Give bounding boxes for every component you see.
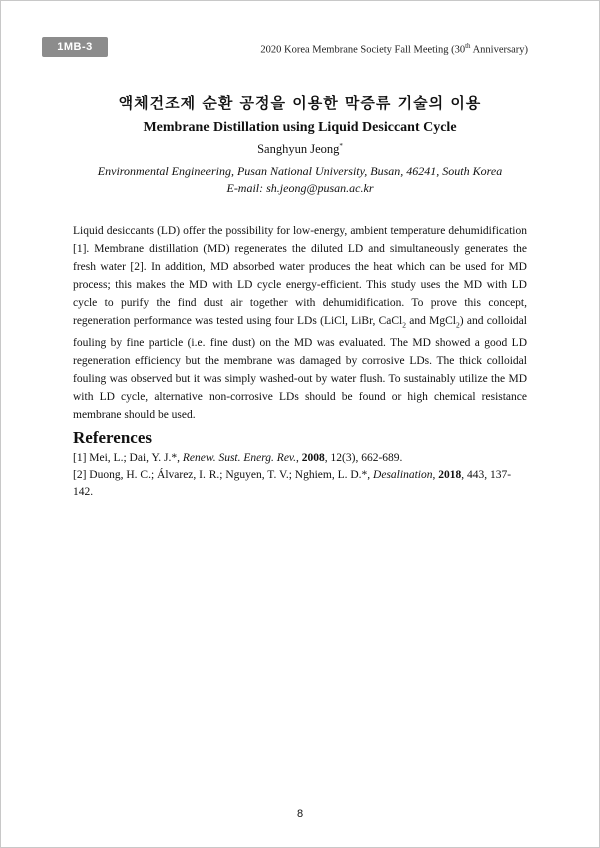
reference-authors: [2] Duong, H. C.; Álvarez, I. R.; Nguyen, T. V.; Nghiem, L. D.*, — [73, 469, 374, 481]
affiliation-block — [0, 163, 600, 197]
author-name: Sanghyun Jeong — [257, 142, 340, 157]
author-line — [0, 142, 600, 157]
reference-item — [73, 467, 527, 501]
reference-year: 2008 — [301, 452, 325, 464]
reference-journal: Renew. Sust. Energ. Rev. — [182, 452, 297, 464]
reference-item — [73, 450, 527, 467]
session-badge: 1MB-3 — [42, 37, 108, 57]
corresponding-mark: * — [339, 142, 343, 150]
abstract-subscript-2: 2 — [456, 320, 460, 330]
abstract-part-2: and MgCl — [405, 315, 456, 327]
english-title: Membrane Distillation using Liquid Desiccant Cycle — [143, 120, 457, 135]
meeting-suffix: Anniversary) — [470, 44, 528, 56]
affiliation-email: E-mail: sh.jeong@pusan.ac.kr — [226, 181, 374, 195]
reference-rest: , 443, 137-142. — [73, 469, 512, 498]
references-heading: References — [73, 428, 152, 447]
abstract-part-3: ) and colloidal fouling by fine particle (i.e. fine dust) on the MD was evaluated. The MD showed a good LD regeneration efficiency but the membrane was damaged by corrosive LDs. The thick colloidal fouling was observed but it was simply washed-out by water flush. To sustainably utilize the MD with LD cycle, alternative non-corrosive LDs should be found or high chemical resistance membrane should be used. — [73, 315, 527, 422]
reference-rest: , 12(3), 662-689. — [324, 452, 403, 464]
reference-journal: Desalination — [373, 469, 433, 481]
meeting-prefix: 2020 Korea Membrane Society Fall Meeting (30 — [260, 44, 466, 56]
reference-authors: [1] Mei, L.; Dai, Y. J.*, — [73, 452, 183, 464]
reference-year: 2018 — [438, 469, 462, 481]
abstract-subscript-1: 2 — [402, 320, 406, 330]
meeting-header — [260, 42, 528, 56]
affiliation-address: Environmental Engineering, Pusan National University, Busan, 46241, South Korea — [97, 164, 503, 178]
korean-title: 액체건조제 순환 공정을 이용한 막증류 기술의 이용 — [118, 94, 482, 112]
page-number: 8 — [296, 808, 304, 820]
abstract-part-1: Liquid desiccants (LD) offer the possibility for low-energy, ambient temperature dehumidification [1]. Membrane distillation (MD) regenerates the diluted LD and simultaneously generates the fresh water [2]. In addition, MD absorbed water produces the heat which can be used for MD process; this makes the MD with LD cycle energy-efficient. This study uses the MD with LD cycle to purify the find dust air together with dehumidification. To prove this concept, regeneration performance was tested using four LDs (LiCl, LiBr, CaCl — [73, 225, 527, 327]
reference-sep: , — [432, 469, 439, 481]
references-list — [73, 450, 527, 501]
meeting-superscript: th — [465, 42, 471, 50]
abstract-paragraph — [73, 222, 527, 424]
reference-sep: , — [296, 452, 302, 464]
